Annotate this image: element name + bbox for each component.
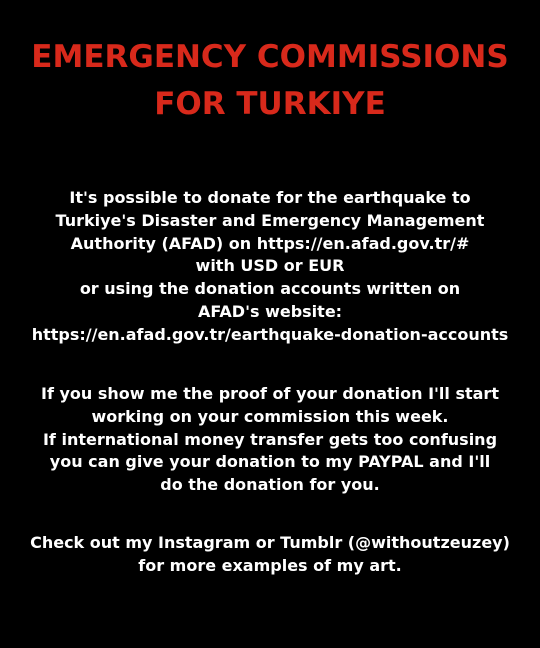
text-line: https://en.afad.gov.tr/earthquake-donation-accounts xyxy=(31,324,509,344)
text-line: Turkiye's Disaster and Emergency Management xyxy=(55,210,485,230)
donation-info-paragraph xyxy=(0,187,540,347)
text-line: working on your commission this week. xyxy=(91,406,449,426)
title-line: EMERGENCY COMMISSIONS xyxy=(31,39,509,75)
text-line: AFAD's website: xyxy=(197,301,343,321)
text-line: If international money transfer gets too confusing xyxy=(42,429,498,449)
text-line: If you show me the proof of your donation I'll start xyxy=(41,384,499,403)
text-line: for more examples of my art. xyxy=(138,555,402,575)
text-line: with USD or EUR xyxy=(195,256,345,276)
text-line: do the donation for you. xyxy=(160,475,380,495)
title-line: FOR TURKIYE xyxy=(154,86,386,122)
text-line: Check out my Instagram or Tumblr (@withoutzeuzey) xyxy=(30,533,510,552)
text-line: Authority (AFAD) on https://en.afad.gov.tr/# xyxy=(70,233,470,253)
page-title xyxy=(0,34,540,128)
text-line: or using the donation accounts written on xyxy=(79,279,461,299)
text-line: It's possible to donate for the earthquake to xyxy=(69,188,471,207)
text-line: you can give your donation to my PAYPAL and I'll xyxy=(49,452,491,472)
social-links-paragraph xyxy=(0,532,540,578)
commission-info-paragraph xyxy=(0,383,540,497)
